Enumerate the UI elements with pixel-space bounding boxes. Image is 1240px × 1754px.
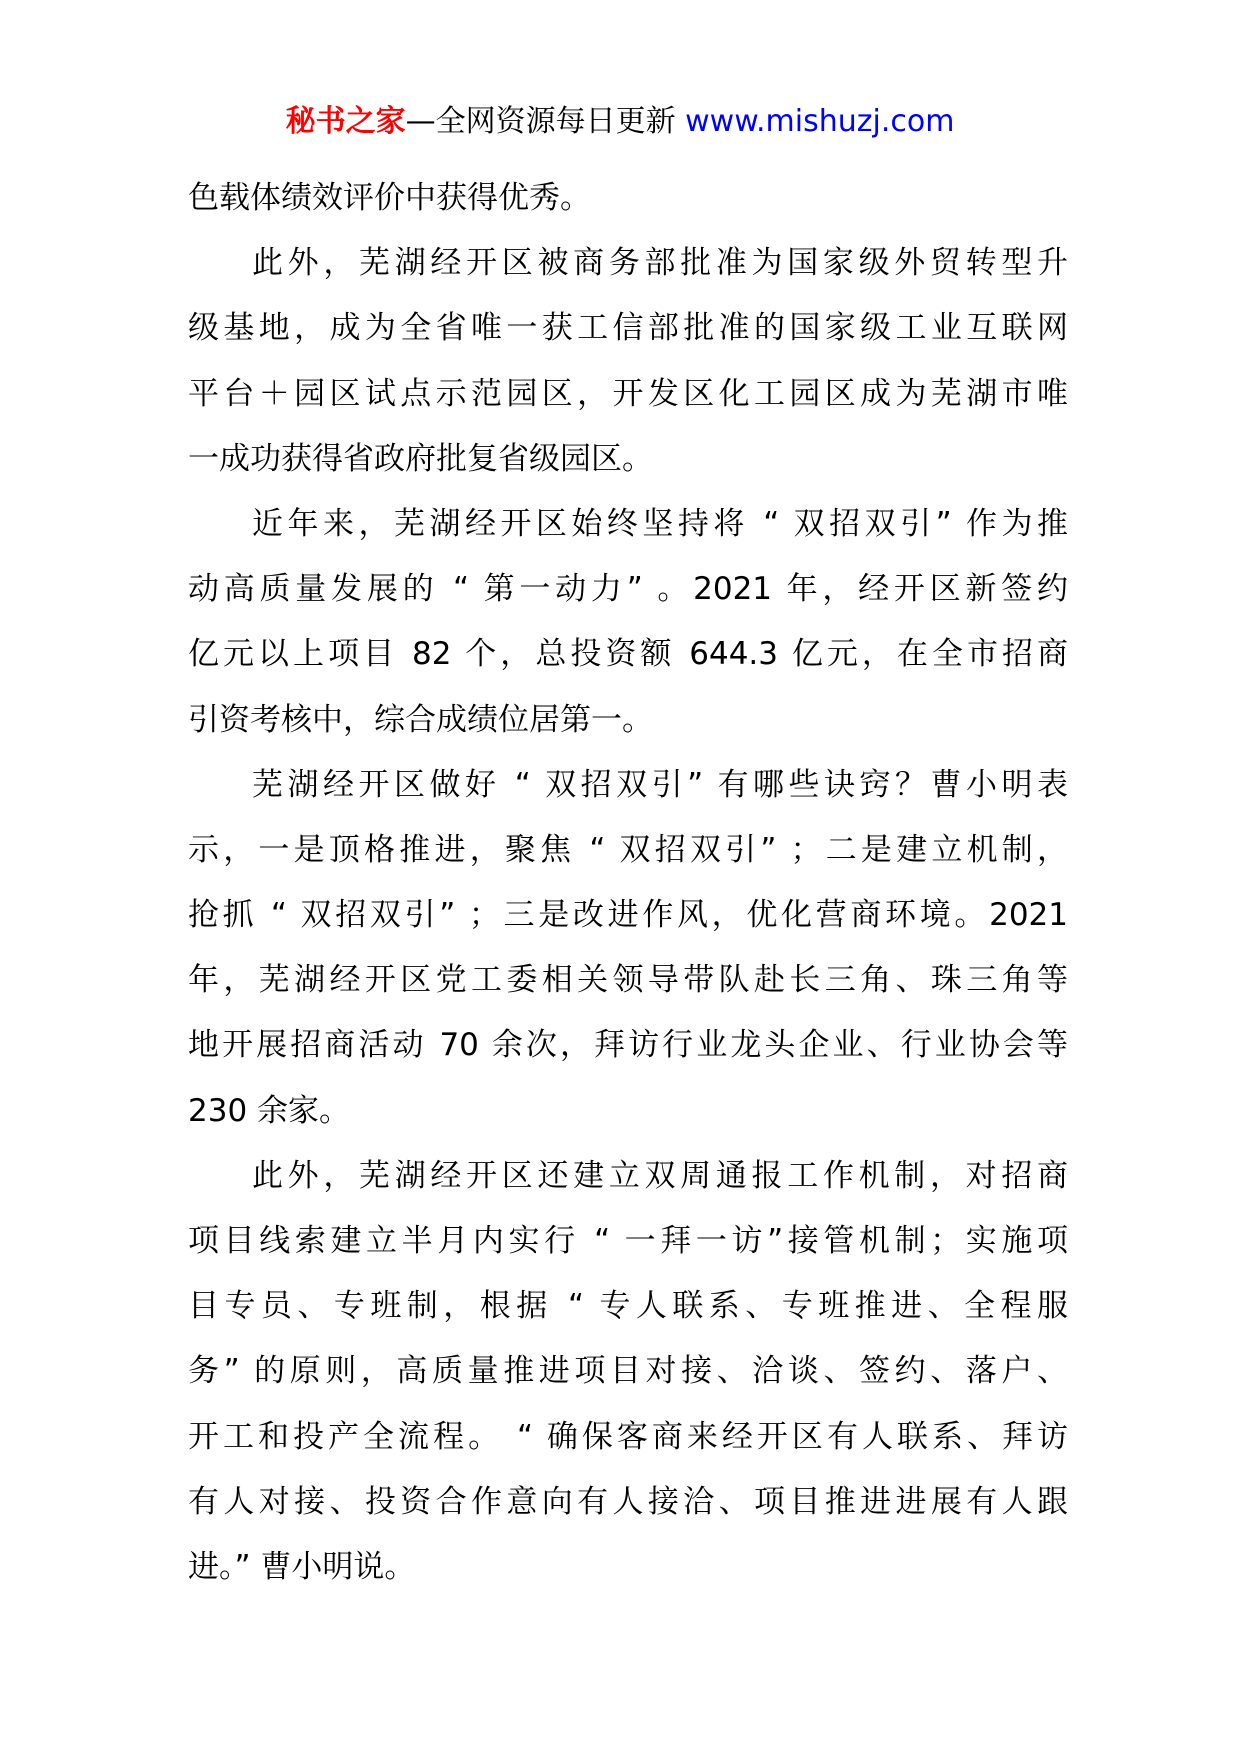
site-url-link[interactable]: www.mishuzj.com (685, 104, 955, 139)
text-line: 动高质量发展的 “ 第一动力” 。2021 年，经开区新签约 (188, 571, 1068, 608)
site-tagline: —全网资源每日更新 (405, 104, 676, 139)
text-line: 色载体绩效评价中获得优秀。 (188, 180, 591, 216)
site-header (0, 102, 1240, 142)
text-line: 项目线索建立半月内实行 “ 一拜一访”接管机制；实施项 (188, 1223, 1068, 1259)
text-line: 开工和投产全流程。 “ 确保客商来经开区有人联系、拜访 (188, 1418, 1068, 1455)
document-body (188, 166, 1068, 1600)
text-line: 230 余家。 (188, 1092, 351, 1129)
site-brand: 秘书之家 (285, 104, 406, 139)
paragraph-start-line: 芜湖经开区做好 “ 双招双引” 有哪些诀窍？曹小明表 (252, 766, 1068, 803)
paragraph-start-line: 近年来，芜湖经开区始终坚持将 “ 双招双引” 作为推 (252, 505, 1068, 542)
text-line: 务” 的原则，高质量推进项目对接、洽谈、签约、落户、 (188, 1353, 1068, 1390)
paragraph-start-line: 此外，芜湖经开区还建立双周通报工作机制，对招商 (252, 1157, 1068, 1194)
text-line: 引资考核中，综合成绩位居第一。 (188, 701, 653, 738)
text-line: 示，一是顶格推进，聚焦 “ 双招双引” ；二是建立机制， (188, 831, 1068, 868)
text-line: 有人对接、投资合作意向有人接洽、项目推进进展有人跟 (188, 1483, 1068, 1520)
text-line: 年，芜湖经开区党工委相关领导带队赴长三角、珠三角等 (188, 962, 1068, 999)
text-line: 抢抓 “ 双招双引” ；三是改进作风，优化营商环境。2021 (188, 897, 1068, 934)
text-line: 进。” 曹小明说。 (188, 1548, 416, 1585)
text-line: 目专员、专班制，根据 “ 专人联系、专班推进、全程服 (188, 1288, 1068, 1325)
text-line: 一成功获得省政府批复省级园区。 (188, 440, 653, 477)
text-line: 级基地，成为全省唯一获工信部批准的国家级工业互联网 (188, 310, 1068, 347)
text-line: 亿元以上项目 82 个，总投资额 644.3 亿元，在全市招商 (188, 636, 1068, 673)
text-line: 地开展招商活动 70 余次，拜访行业龙头企业、行业协会等 (188, 1027, 1068, 1064)
text-line: 平台＋园区试点示范园区，开发区化工园区成为芜湖市唯 (188, 375, 1068, 412)
paragraph-start-line: 此外，芜湖经开区被商务部批准为国家级外贸转型升 (252, 245, 1068, 282)
